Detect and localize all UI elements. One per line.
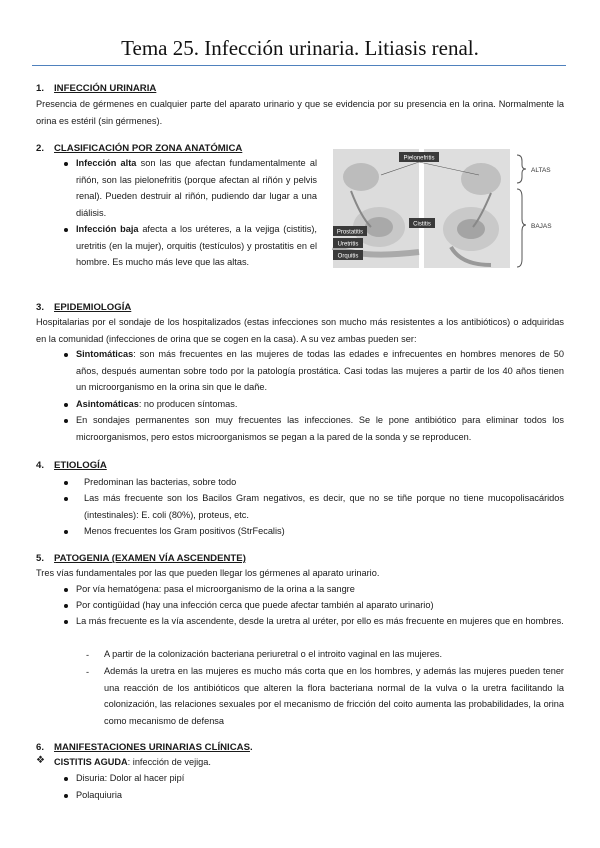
section-1-paragraph: Presencia de gérmenes en cualquier parte del aparato urinario y que se evidencia por su presencia en la orina. Normalmente la orina es estéril (sin gérmenes). [36,99,564,126]
section-5-paragraph: Tres vías fundamentales por las que pueden llegar los gérmenes al aparato urinario. [36,568,380,578]
section-3-bullet-sondajes: En sondajes permanentes son muy frecuentes las infecciones. Se le pone antibiótico para eliminar todos los microorganismos, pero estos microorganismos se pegan a la pared de la sonda y se reproducen. [76,415,564,442]
label-cistitis: Cistitis [413,221,431,228]
bullet-icon [64,497,68,501]
section-3-bullet-asintomaticas [76,396,564,413]
bullet-icon [64,604,68,608]
section-1-number: 1. [36,83,45,94]
section-5-bullet-contiguidad: Por contigüidad (hay una infección cerca que puede afectar también al aparato urinario) [76,600,434,610]
section-1-title: INFECCIÓN URINARIA [54,83,157,94]
section-2-bullet-baja [76,221,317,271]
section-4-bullet-3: Menos frecuentes los Gram positivos (StrFecalis) [84,526,285,536]
label-orquitis: Orquitis [337,253,359,260]
section-4-heading [36,460,107,471]
section-4-number: 4. [36,460,45,471]
bullet-icon [64,419,68,423]
bullet-sintomaticas-text: : son más frecuentes en las mujeres de todas las edades e infrecuentes en hombres menores de 50 años, después aumentan sobre todo por la patología prostática. Casi todas las mujeres a partir de los 40 años tienen un microorganismo en la orina sin que le dañe. [76,349,564,392]
section-4-bullet-1: Predominan las bacterias, sobre todo [84,477,237,487]
urinary-tract-diagram [331,147,563,270]
dash-icon: - [86,667,90,677]
section-5-subitem-2: Además la uretra en las mujeres es mucho más corta que en los hombres, y además las mujeres pueden tener una reacción de los antibióticos que alteren la flora bacteriana normal de la vulva o la uretra facilitando la colonización, las relaciones sexuales por el mecanismo de fricción del coito aumenta las probabilidades, la orina como mecanismo de defensa [104,666,564,726]
section-5-bullet-ascendente: La más frecuente es la vía ascendente, desde la uretra al uréter, por ello es más frecuente en mujeres que en hombres. [76,616,564,626]
section-2-bullet-alta [76,155,317,221]
label-bajas: BAJAS [531,223,552,230]
bullet-sintomaticas-label: Sintomáticas [76,349,134,359]
cistitis-aguda-label: CISTITIS AGUDA [54,757,128,767]
section-5-heading [36,553,246,564]
section-1-heading [36,83,156,94]
section-5-subitem-1: A partir de la colonización bacteriana periuretral o el introito vaginal en las mujeres. [104,649,443,659]
bullet-icon [64,777,68,781]
label-uretritis: Uretritis [337,241,359,248]
bullet-asintomaticas-text: : no producen síntomas. [138,399,238,409]
label-altas: ALTAS [531,167,551,174]
document-title: Tema 25. Infección urinaria. Litiasis renal. [121,36,479,60]
section-2-title: CLASIFICACIÓN POR ZONA ANATÓMICA [54,143,243,154]
bullet-icon [64,353,68,357]
bullet-icon [64,530,68,534]
section-4-title: ETIOLOGÍA [54,460,107,471]
bullet-icon [64,403,68,407]
section-6-subheading [54,754,554,771]
section-3-title: EPIDEMIOLOGÍA [54,302,132,313]
section-2-number: 2. [36,143,45,154]
bullet-asintomaticas-label: Asintomáticas [76,399,139,409]
bullet-alta-label: Infección alta [76,158,137,168]
bullet-icon [64,794,68,798]
title-underline [32,65,566,66]
label-prostatitis: Prostatitis [336,229,364,236]
section-6-title: MANIFESTACIONES URINARIAS CLÍNICAS [54,742,250,753]
bullet-icon [64,588,68,592]
section-5-title: PATOGENIA (EXAMEN VÍA ASCENDENTE) [54,553,246,564]
bullet-icon [64,162,68,166]
diamond-star-icon: ❖ [36,755,45,766]
section-6-bullet-disuria: Disuria: Dolor al hacer pipí [76,773,185,783]
section-6-heading [36,742,253,753]
bullet-icon [64,620,68,624]
bullet-icon [64,228,68,232]
dash-icon: - [86,650,90,660]
bullet-baja-label: Infección baja [76,224,139,234]
section-5-bullet-hematogena: Por vía hematógena: pasa el microorganismo de la orina a la sangre [76,584,355,594]
bullet-alta-text: son las que afectan fundamentalmente al riñón, son las pielonefritis (porque afectan al riñón y pelvis renal). Pueden destruir al riñón, pudiendo dar lugar a una diálisis. [76,158,318,218]
cistitis-aguda-text: : infección de vejiga. [127,757,211,767]
section-6-title-period: . [249,742,253,753]
label-pielonefritis: Pielonefritis [403,155,435,162]
bullet-baja-text: afecta a los uréteres, a la vejiga (cistitis), uretritis (en la mujer), orquitis (testículos) y prostatitis en el hombre. Es mucho más leve que las altas. [76,224,317,267]
section-4-bullet-2: Las más frecuente son los Bacilos Gram negativos, es decir, que no se tiñe porque no tiene mucopolisacáridos (intestinales): E. coli (80%), proteus, etc. [84,493,564,520]
section-3-bullet-sintomaticas [76,346,564,396]
section-3-number: 3. [36,302,45,313]
section-6-bullet-polaquiuria: Polaquiuria [76,790,122,800]
section-2-heading [36,143,242,154]
section-3-heading [36,302,131,313]
bullet-icon [64,481,68,485]
section-6-number: 6. [36,742,45,753]
section-5-number: 5. [36,553,45,564]
section-3-paragraph: Hospitalarias por el sondaje de los hospitalizados (estas infecciones son mucho más resistentes a los antibióticos) o adquiridas en la comunidad (infecciones de orina que se cogen en la casa). A su vez ambas pueden ser: [36,317,564,344]
